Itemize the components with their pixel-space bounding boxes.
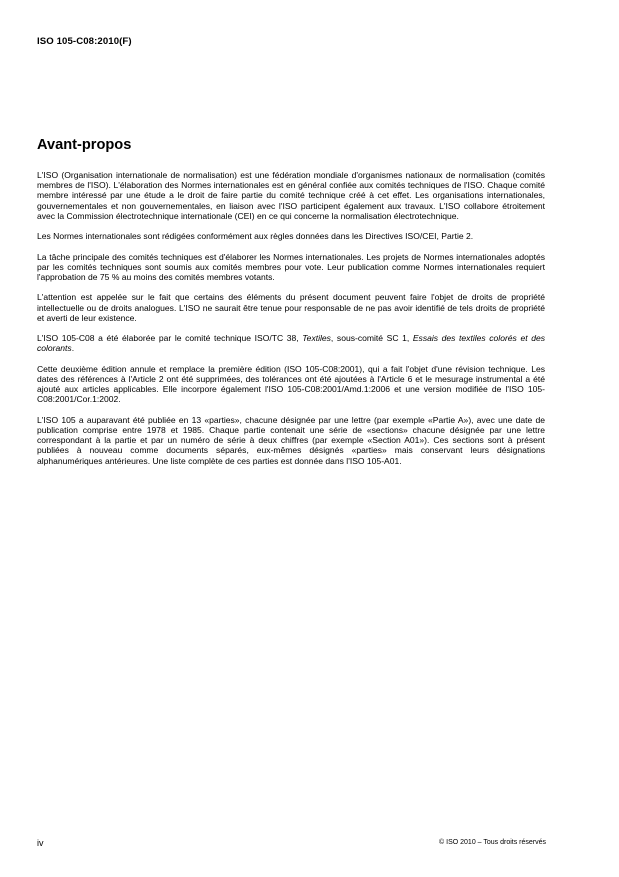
paragraph-directives: Les Normes internationales sont rédigées conformément aux règles données dans les Directives ISO/CEI, Partie 2. bbox=[37, 231, 474, 242]
paragraph-parts-history: L'ISO 105 a auparavant été publiée en 13 «parties», chacune désignée par une lettre (par exemple «Partie A»), avec une date de publication comprise entre 1978 et 1985. Chaque partie contenait une série de «sections» chacune désignée par une lettre correspondant à la partie et par un numéro de série à deux chiffres (par exemple «Section A01»). Ces sections sont à présent publiées à nouveau comme documents séparés, eux-mêmes désignés «parties» mais conservant leurs désignations alphanumériques antérieures. Une liste complète de ces parties est donnée dans l'ISO 105-A01. bbox=[37, 414, 545, 466]
committee-name: Textiles bbox=[302, 333, 331, 344]
paragraph-edition-revision: Cette deuxième édition annule et remplace la première édition (ISO 105-C08:2001), qui a fait l'objet d'une révision technique. Les dates des références à l'Article 2 ont été supprimées, des tolérances ont été ajoutées à l'Article 6 et le mesurage instrumental a été ajouté aux articles applicables. Elle incorpore également l'ISO 105-C08:2001/Amd.1:2006 et une version modifiée de l'ISO 105-C08:2001/Cor.1:2002. bbox=[37, 363, 545, 405]
paragraph-iso-organisation: L'ISO (Organisation internationale de normalisation) est une fédération mondiale d'organismes nationaux de normalisation (comités membres de l'ISO). L'élaboration des Normes internationales est en général confiée aux comités techniques de l'ISO. Chaque comité membre intéressé par une étude a le droit de faire partie du comité technique créé à cet effet. Les organisations internationales, gouvernementales et non gouvernementales, en liaison avec l'ISO participent également aux travaux. L'ISO collabore étroitement avec la Commission électrotechnique internationale (CEI) en ce qui concerne la normalisation électrotechnique. bbox=[37, 170, 545, 221]
page-number: iv bbox=[37, 838, 44, 848]
committee-text-part2: , sous-comité SC 1, bbox=[330, 333, 413, 344]
committee-text-part3: . bbox=[71, 343, 75, 354]
section-title: Avant-propos bbox=[37, 137, 132, 153]
foreword-body bbox=[37, 170, 545, 476]
committee-text-part1: L'ISO 105-C08 a été élaborée par le comité technique ISO/TC 38, bbox=[37, 333, 303, 344]
paragraph-committee-preparation bbox=[37, 333, 545, 353]
copyright-notice: © ISO 2010 – Tous droits réservés bbox=[439, 839, 546, 846]
paragraph-patent-rights: L'attention est appelée sur le fait que certains des éléments du présent document peuvent faire l'objet de droits de propriété intellectuelle ou de droits analogues. L'ISO ne saurait être tenue pour responsable de ne pas avoir identifié de tels droits de propriété et averti de leur existence. bbox=[37, 292, 545, 323]
subcommittee-name: Essais des textiles colorés et des colorants bbox=[37, 333, 545, 354]
document-id-header: ISO 105-C08:2010(F) bbox=[37, 36, 132, 47]
paragraph-technical-committees: La tâche principale des comités techniques est d'élaborer les Normes internationales. Les projets de Normes internationales adoptés par les comités techniques sont soumis aux comités membres pour vote. Leur publication comme Normes internationales requiert l'approbation de 75 % au moins des comités membres votants. bbox=[37, 251, 545, 282]
